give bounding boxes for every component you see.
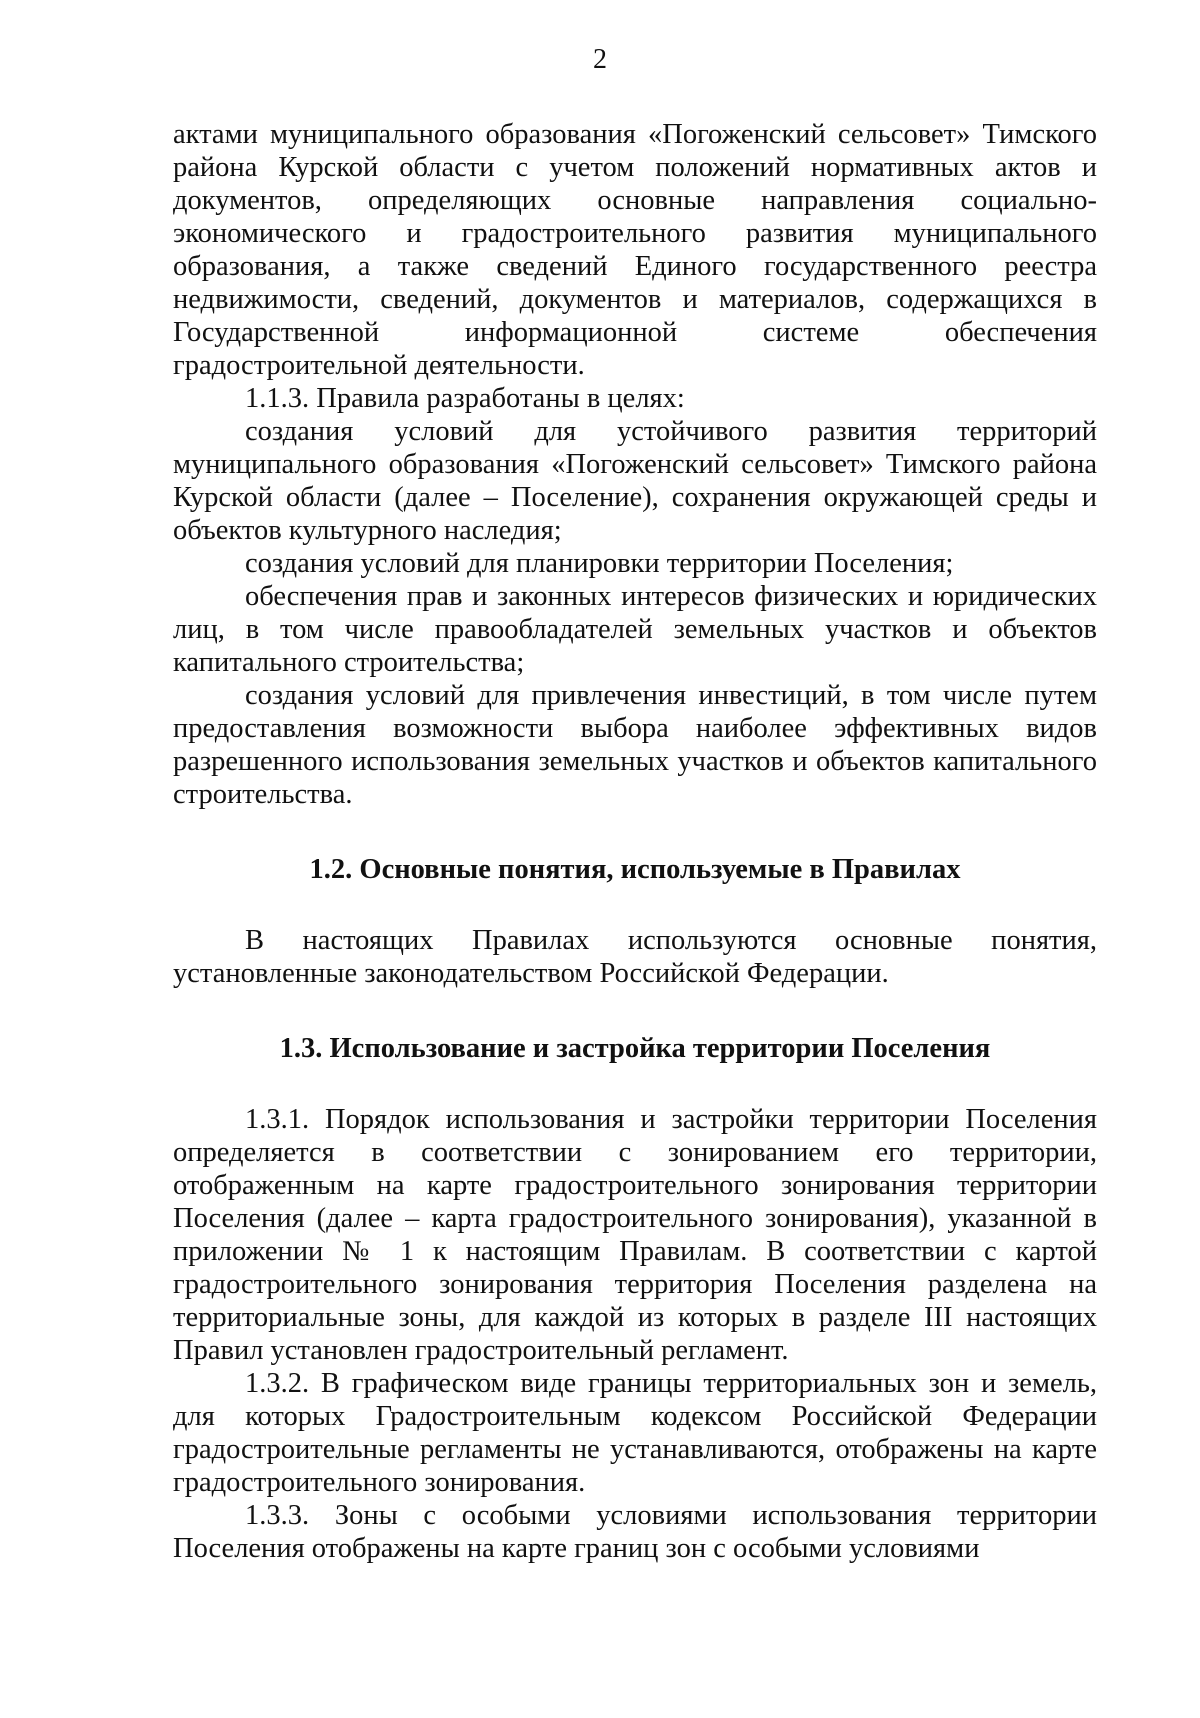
paragraph-goal-planning: создания условий для планировки территории Поселения; [245, 548, 954, 579]
section-heading-1-2: 1.2. Основные понятия, используемые в Правилах [309, 854, 961, 885]
section-heading-1-3: 1.3. Использование и застройка территории Поселения [279, 1033, 991, 1064]
paragraph-1-3-2: 1.3.2. В графическом виде границы территориальных зон и земель, для которых Градостроительным кодексом Российской Федерации градостроительные регламенты не устанавливаются, отображены на карте градостроительного зонирования. [173, 1368, 1097, 1498]
paragraph-goal-investment: создания условий для привлечения инвестиций, в том числе путем предоставления возможности выбора наиболее эффективных видов разрешенного использования земельных участков и объектов капитального строительства. [173, 680, 1097, 810]
paragraph-goal-development: создания условий для устойчивого развития территорий муниципального образования «Погоженский сельсовет» Тимского района Курской области (далее – Поселение), сохранения окружающей среды и объектов культурного наследия; [173, 416, 1097, 546]
paragraph-1-3-1: 1.3.1. Порядок использования и застройки территории Поселения определяется в соответствии с зонированием его территории, отображенным на карте градостроительного зонирования территории Поселения (далее – карта градостроительного зонирования), указанной в приложении № 1 к настоящим Правилам. В соответствии с картой градостроительного зонирования территория Поселения разделена на территориальные зоны, для каждой из которых в разделе III настоящих Правил установлен градостроительный регламент. [173, 1104, 1097, 1366]
paragraph-1-1-3: 1.1.3. Правила разработаны в целях: [245, 383, 685, 414]
document-body [173, 118, 1097, 1565]
paragraph-1-2: В настоящих Правилах используются основные понятия, установленные законодательством Российской Федерации. [173, 925, 1097, 989]
paragraph-1-3-3: 1.3.3. Зоны с особыми условиями использования территории Поселения отображены на карте границ зон с особыми условиями [173, 1500, 1097, 1564]
paragraph-continuation: актами муниципального образования «Погоженский сельсовет» Тимского района Курской области с учетом положений нормативных актов и документов, определяющих основные направления социально-экономического и градостроительного развития муниципального образования, а также сведений Единого государственного реестра недвижимости, сведений, документов и материалов, содержащихся в Государственной информационной системе обеспечения градостроительной деятельности. [173, 119, 1097, 381]
page-number: 2 [593, 44, 607, 75]
paragraph-goal-rights: обеспечения прав и законных интересов физических и юридических лиц, в том числе правообладателей земельных участков и объектов капитального строительства; [173, 581, 1097, 678]
